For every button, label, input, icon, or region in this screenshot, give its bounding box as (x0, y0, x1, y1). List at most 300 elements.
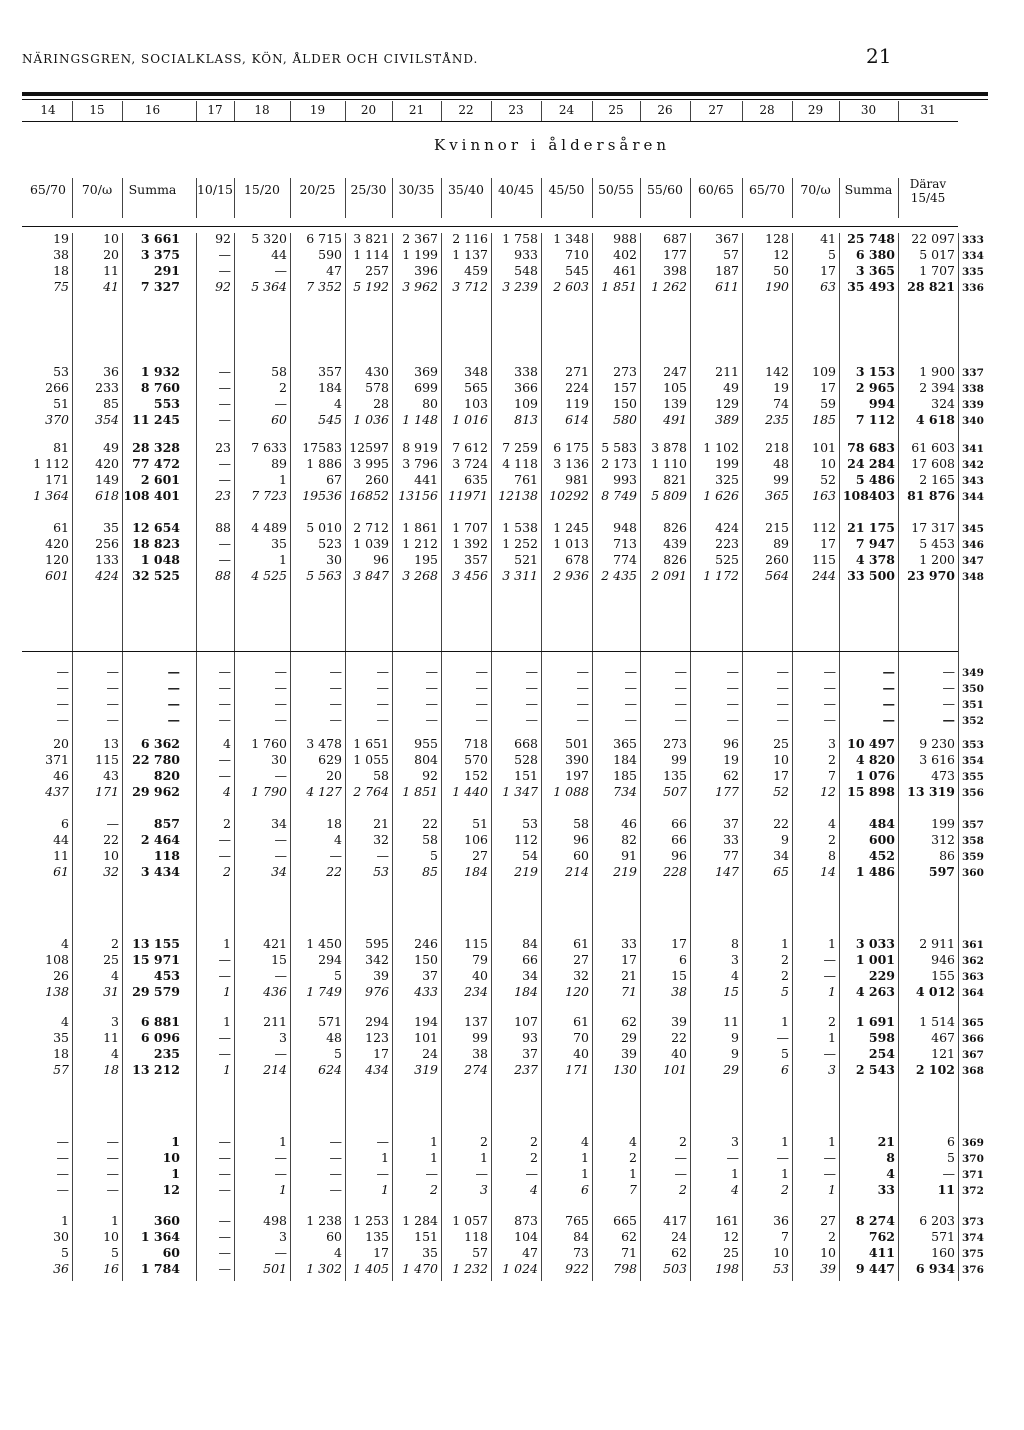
table-cell: 77 472 (132, 456, 180, 471)
table-cell: 710 (565, 247, 589, 262)
table-cell: 120 (45, 552, 69, 567)
table-cell: 595 (365, 936, 389, 951)
row-number: 356 (962, 787, 984, 799)
table-cell: 26 (53, 968, 69, 983)
column-divider (491, 101, 492, 121)
table-cell: 79 (472, 952, 488, 967)
table-cell: 635 (464, 472, 488, 487)
table-cell: 3 (111, 1014, 119, 1029)
table-cell: 734 (613, 784, 637, 799)
table-cell: 590 (318, 247, 342, 262)
table-cell: 5 (61, 1245, 69, 1260)
table-cell: 2 (781, 952, 789, 967)
table-cell: 35 (53, 1030, 69, 1045)
table-cell: — (329, 1166, 342, 1181)
table-cell: 1 932 (140, 364, 180, 379)
table-cell: 17583 (302, 440, 342, 455)
table-cell: 452 (868, 848, 895, 863)
table-cell: 2 173 (601, 456, 637, 471)
table-cell: — (218, 1134, 231, 1149)
table-cell: 15 (723, 984, 739, 999)
table-cell: 12 (820, 784, 836, 799)
table-cell: 7 947 (855, 536, 895, 551)
table-cell: 13156 (398, 488, 438, 503)
table-cell: 600 (868, 832, 895, 847)
table-cell: 33 (877, 1182, 895, 1197)
table-cell: — (218, 364, 231, 379)
table-cell: 273 (613, 364, 637, 379)
table-cell: 36 (773, 1213, 789, 1228)
table-cell: — (218, 1030, 231, 1045)
table-cell: 4 (223, 784, 231, 799)
table-cell: 6 881 (140, 1014, 180, 1029)
table-cell: 571 (318, 1014, 342, 1029)
table-cell: 5 453 (919, 536, 955, 551)
table-cell: 5 563 (306, 568, 342, 583)
table-cell: 161 (715, 1213, 739, 1228)
table-cell: 1 253 (353, 1213, 389, 1228)
table-cell: 160 (931, 1245, 955, 1260)
table-cell: 629 (318, 752, 342, 767)
table-cell: 4 (629, 1134, 637, 1149)
table-cell: 570 (464, 752, 488, 767)
table-cell: 149 (95, 472, 119, 487)
table-cell: — (674, 1166, 687, 1181)
table-cell: — (167, 664, 180, 679)
table-cell: — (106, 712, 119, 727)
table-cell: 6 175 (553, 440, 589, 455)
table-cell: 578 (365, 380, 389, 395)
table-cell: 421 (263, 936, 287, 951)
table-cell: 219 (514, 864, 538, 879)
table-cell: 5 583 (601, 440, 637, 455)
age-header: 55/60 (646, 182, 684, 197)
table-cell: 498 (263, 1213, 287, 1228)
table-cell: 214 (263, 1062, 287, 1077)
statistics-table (0, 233, 1024, 1403)
table-cell: 135 (365, 1229, 389, 1244)
table-cell: 96 (373, 552, 389, 567)
table-cell: 61 (53, 520, 69, 535)
table-cell: — (218, 472, 231, 487)
table-cell: — (106, 696, 119, 711)
table-cell: 826 (663, 520, 687, 535)
table-cell: 4 820 (855, 752, 895, 767)
table-cell: — (274, 768, 287, 783)
table-cell: 1 001 (855, 952, 895, 967)
table-cell: 99 (773, 472, 789, 487)
table-cell: 10 (820, 1245, 836, 1260)
table-cell: 1 470 (402, 1261, 438, 1276)
table-cell: 36 (53, 1261, 69, 1276)
table-cell: 3 (731, 1134, 739, 1149)
table-cell: 365 (613, 736, 637, 751)
table-cell: — (218, 1245, 231, 1260)
table-cell: 1 245 (553, 520, 589, 535)
table-cell: — (56, 712, 69, 727)
table-cell: 177 (663, 247, 687, 262)
table-cell: 1 076 (855, 768, 895, 783)
table-cell: — (274, 832, 287, 847)
table-cell: 933 (514, 247, 538, 262)
table-cell: — (776, 1030, 789, 1045)
table-cell: 1 (781, 1014, 789, 1029)
table-cell: 1 (171, 1166, 180, 1181)
table-cell: 32 (103, 864, 119, 879)
table-cell: 976 (365, 984, 389, 999)
table-cell: — (942, 696, 955, 711)
table-cell: 9 (731, 1030, 739, 1045)
table-cell: 34 (773, 848, 789, 863)
table-cell: 1 (223, 984, 231, 999)
age-header: Summa (128, 182, 177, 197)
table-cell: 151 (414, 1229, 438, 1244)
column-divider (742, 101, 743, 121)
table-cell: 4 (61, 936, 69, 951)
table-cell: 247 (663, 364, 687, 379)
table-cell: 1 088 (553, 784, 589, 799)
table-cell: 433 (414, 984, 438, 999)
row-number: 340 (962, 415, 984, 427)
table-cell: 92 (215, 231, 231, 246)
table-cell: 21 175 (847, 520, 895, 535)
table-cell: 9 447 (855, 1261, 895, 1276)
table-cell: 1 405 (353, 1261, 389, 1276)
table-cell: 1 112 (33, 456, 69, 471)
table-cell: — (425, 696, 438, 711)
table-cell: 17 (373, 1046, 389, 1061)
table-cell: 678 (565, 552, 589, 567)
table-cell: 611 (715, 279, 739, 294)
table-cell: 3 456 (452, 568, 488, 583)
table-cell: 77 (723, 848, 739, 863)
row-number: 375 (962, 1248, 984, 1260)
table-cell: 1 (223, 1062, 231, 1077)
table-cell: 34 (271, 864, 287, 879)
table-cell: 51 (472, 816, 488, 831)
table-cell: 31 (103, 984, 119, 999)
table-cell: 40 (573, 1046, 589, 1061)
age-header: 25/30 (350, 182, 387, 197)
table-cell: 3 434 (140, 864, 180, 879)
table-cell: 1 691 (855, 1014, 895, 1029)
page-header-title: NÄRINGSGREN, SOCIALKLASS, KÖN, ÅLDER OCH CIVILSTÅND. (22, 52, 479, 66)
table-cell: 1 (381, 1150, 389, 1165)
column-number: 20 (360, 103, 377, 117)
table-cell: — (106, 1150, 119, 1165)
column-divider (122, 178, 123, 218)
column-number: 26 (657, 103, 673, 117)
table-cell: — (274, 712, 287, 727)
table-cell: 813 (514, 412, 538, 427)
column-divider (234, 101, 235, 121)
table-cell: 18 (53, 1046, 69, 1061)
table-cell: 244 (812, 568, 836, 583)
table-cell: 44 (53, 832, 69, 847)
table-cell: 993 (613, 472, 637, 487)
table-cell: — (576, 680, 589, 695)
table-cell: 3 821 (353, 231, 389, 246)
table-cell: 699 (414, 380, 438, 395)
table-cell: 27 (820, 1213, 836, 1228)
table-cell: 49 (723, 380, 739, 395)
table-cell: — (56, 1182, 69, 1197)
table-cell: 7 (629, 1182, 637, 1197)
table-cell: 63 (820, 279, 836, 294)
table-cell: 128 (765, 231, 789, 246)
table-cell: 71 (621, 984, 637, 999)
column-divider (491, 178, 492, 218)
table-cell: 29 (621, 1030, 637, 1045)
table-cell: 624 (318, 1062, 342, 1077)
column-divider (234, 178, 235, 218)
table-cell: 223 (715, 536, 739, 551)
table-cell: 257 (365, 263, 389, 278)
table-cell: — (726, 696, 739, 711)
table-cell: — (218, 1166, 231, 1181)
table-cell: 58 (271, 364, 287, 379)
table-cell: 687 (663, 231, 687, 246)
table-cell: — (942, 664, 955, 679)
table-cell: — (942, 712, 955, 727)
table-cell: 1 626 (703, 488, 739, 503)
table-cell: 4 (334, 1245, 342, 1260)
table-cell: 434 (365, 1062, 389, 1077)
table-cell: 32 (573, 968, 589, 983)
table-cell: 5 (781, 984, 789, 999)
row-number: 343 (962, 475, 984, 487)
table-cell: 80 (422, 396, 438, 411)
table-cell: 85 (422, 864, 438, 879)
table-cell: 1 302 (306, 1261, 342, 1276)
table-cell: — (218, 680, 231, 695)
column-divider (122, 101, 123, 121)
row-number: 361 (962, 939, 984, 951)
table-cell: 38 (671, 984, 687, 999)
table-cell: 453 (153, 968, 180, 983)
table-cell: 1 (581, 1150, 589, 1165)
table-cell: 6 (679, 952, 687, 967)
table-cell: 89 (773, 536, 789, 551)
table-cell: 35 (422, 1245, 438, 1260)
table-cell: 260 (765, 552, 789, 567)
table-cell: 1 450 (306, 936, 342, 951)
table-cell: 598 (868, 1030, 895, 1045)
table-cell: 1 212 (402, 536, 438, 551)
table-cell: 6 203 (919, 1213, 955, 1228)
table-cell: 58 (422, 832, 438, 847)
table-cell: 1 758 (502, 231, 538, 246)
row-number: 358 (962, 835, 984, 847)
table-cell: 873 (514, 1213, 538, 1228)
table-cell: 4 525 (251, 568, 287, 583)
table-cell: 2 (223, 816, 231, 831)
table-cell: 16 (103, 1261, 119, 1276)
table-cell: 12597 (349, 440, 389, 455)
table-cell: 459 (464, 263, 488, 278)
column-divider (290, 101, 291, 121)
table-cell: 197 (565, 768, 589, 783)
table-cell: 18 823 (132, 536, 180, 551)
table-cell: — (218, 456, 231, 471)
table-cell: 2 (629, 1150, 637, 1165)
table-cell: — (167, 696, 180, 711)
table-cell: 107 (514, 1014, 538, 1029)
table-cell: — (624, 664, 637, 679)
table-cell: 185 (812, 412, 836, 427)
row-number: 347 (962, 555, 984, 567)
table-cell: 2 (781, 968, 789, 983)
row-number: 357 (962, 819, 984, 831)
table-cell: 501 (263, 1261, 287, 1276)
table-cell: 62 (621, 1229, 637, 1244)
table-cell: 1 514 (919, 1014, 955, 1029)
row-number: 345 (962, 523, 984, 535)
table-cell: 177 (715, 784, 739, 799)
table-cell: 548 (514, 263, 538, 278)
table-cell: 184 (464, 864, 488, 879)
table-cell: 398 (663, 263, 687, 278)
row-number: 337 (962, 367, 984, 379)
table-cell: 60 (326, 1229, 342, 1244)
table-cell: 1 851 (601, 279, 637, 294)
table-cell: — (218, 412, 231, 427)
table-cell: 61 603 (911, 440, 955, 455)
table-cell: 10292 (549, 488, 589, 503)
table-cell: 96 (573, 832, 589, 847)
table-cell: — (56, 664, 69, 679)
table-cell: 52 (820, 472, 836, 487)
column-divider (640, 178, 641, 218)
table-cell: 10 (162, 1150, 180, 1165)
top-rule (22, 92, 988, 96)
column-number: 15 (89, 103, 105, 117)
table-cell: 6 (781, 1062, 789, 1077)
table-cell: — (274, 1046, 287, 1061)
column-divider (898, 178, 899, 218)
table-cell: 1 (381, 1182, 389, 1197)
table-cell: — (882, 680, 895, 695)
table-cell: 211 (715, 364, 739, 379)
column-divider (690, 178, 691, 218)
age-header: Därav 15/45 (909, 177, 947, 205)
table-cell: 5 486 (855, 472, 895, 487)
table-cell: — (475, 1166, 488, 1181)
column-number: 19 (309, 103, 326, 117)
table-cell: 142 (765, 364, 789, 379)
table-cell: — (274, 1150, 287, 1165)
table-cell: 237 (514, 1062, 538, 1077)
table-cell: — (218, 696, 231, 711)
table-cell: 96 (671, 848, 687, 863)
table-cell: 37 (723, 816, 739, 831)
column-number: 27 (708, 103, 724, 117)
table-cell: 461 (613, 263, 637, 278)
table-cell: 467 (931, 1030, 955, 1045)
row-number: 354 (962, 755, 984, 767)
table-cell: — (525, 680, 538, 695)
table-cell: 109 (514, 396, 538, 411)
table-cell: 3 136 (553, 456, 589, 471)
age-header: 35/40 (447, 182, 485, 197)
table-cell: 138 (45, 984, 69, 999)
table-cell: 1 (828, 984, 836, 999)
table-cell: 33 500 (847, 568, 895, 583)
table-cell: 29 579 (132, 984, 180, 999)
table-cell: 12138 (498, 488, 538, 503)
table-cell: 22 780 (132, 752, 180, 767)
table-cell: 74 (773, 396, 789, 411)
table-cell: — (218, 536, 231, 551)
column-number: 28 (759, 103, 775, 117)
table-cell: 3 796 (402, 456, 438, 471)
table-cell: 2 (679, 1134, 687, 1149)
table-cell: — (218, 263, 231, 278)
table-cell: — (776, 712, 789, 727)
table-cell: — (576, 664, 589, 679)
table-cell: 271 (565, 364, 589, 379)
row-number: 335 (962, 266, 984, 278)
table-cell: — (674, 696, 687, 711)
table-cell: 2 (279, 380, 287, 395)
table-cell: 38 (472, 1046, 488, 1061)
table-cell: 4 263 (855, 984, 895, 999)
table-cell: 266 (45, 380, 69, 395)
table-cell: 19 (53, 231, 69, 246)
table-cell: — (218, 712, 231, 727)
table-cell: 390 (565, 752, 589, 767)
table-cell: 29 (723, 1062, 739, 1077)
table-cell: 7 (781, 1229, 789, 1244)
table-cell: 18 (53, 263, 69, 278)
column-number: 18 (254, 103, 270, 117)
table-cell: 30 (271, 752, 287, 767)
table-cell: 60 (573, 848, 589, 863)
table-cell: — (329, 1134, 342, 1149)
table-cell: 420 (95, 456, 119, 471)
row-number: 364 (962, 987, 984, 999)
table-cell: 198 (715, 1261, 739, 1276)
table-cell: 1 347 (502, 784, 538, 799)
table-cell: 2 603 (553, 279, 589, 294)
table-cell: 235 (153, 1046, 180, 1061)
table-cell: 2 (679, 1182, 687, 1197)
table-cell: 23 970 (907, 568, 955, 583)
table-cell: 10 (103, 848, 119, 863)
table-cell: 39 (373, 968, 389, 983)
table-cell: 235 (765, 412, 789, 427)
table-cell: 12 (723, 1229, 739, 1244)
table-cell: 112 (812, 520, 836, 535)
column-number-rule (22, 121, 958, 122)
table-cell: 22 (103, 832, 119, 847)
age-header: 20/25 (299, 182, 336, 197)
table-cell: 4 (581, 1134, 589, 1149)
table-cell: 25 748 (847, 231, 895, 246)
table-cell: 2 116 (452, 231, 488, 246)
table-cell: — (576, 696, 589, 711)
table-cell: 256 (95, 536, 119, 551)
table-cell: 2 394 (919, 380, 955, 395)
table-cell: 17 (373, 1245, 389, 1260)
table-cell: 8 (828, 848, 836, 863)
table-cell: — (624, 696, 637, 711)
table-cell: 53 (522, 816, 538, 831)
table-cell: 366 (514, 380, 538, 395)
table-cell: 59 (820, 396, 836, 411)
table-cell: 171 (45, 472, 69, 487)
table-cell: 115 (812, 552, 836, 567)
